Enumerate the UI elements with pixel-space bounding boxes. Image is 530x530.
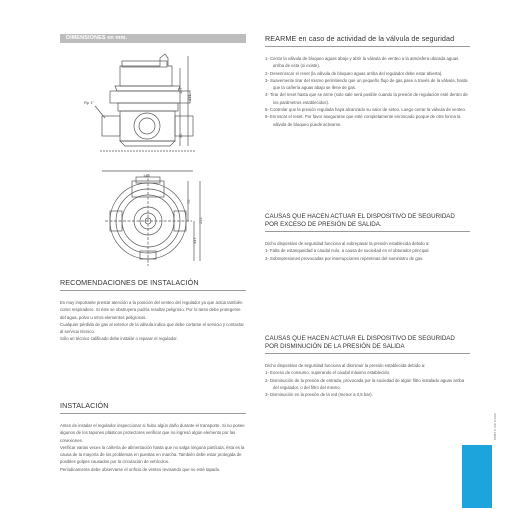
rearme-title: REARME en caso de actividad de la válvula de seguridad xyxy=(265,34,455,43)
exceso-list xyxy=(265,247,470,262)
rearme-section xyxy=(265,34,470,128)
disminucion-title-2: POR DISMINUCIÓN DE LA PRESIÓN DE SALIDA xyxy=(265,342,405,350)
dim-rp: Rp 1" xyxy=(84,100,94,105)
exceso-title-1: CAUSAS QUE HACEN ACTUAR EL DISPOSITIVO DE SEGURIDAD xyxy=(265,213,455,220)
instalacion-p1: Antes de instalar el regulador inspeccionar si hubo algún daño durante el transporte. Si no posee algunos de los tapones plásticos protectores verificar que no ingresó algún elemento por las conexiones. xyxy=(60,423,245,443)
list-item: 2- Disminución de la presión de entrada, provocada por la suciedad de algún filtro instalado aguas arriba del regulador, o del filtro del mismo. xyxy=(265,377,465,390)
regulator-drawing xyxy=(60,46,240,271)
dim-35: 35 xyxy=(178,133,183,138)
recomendaciones-p3: Sólo un técnico calificado debe instalar o reparar el regulador. xyxy=(60,336,178,342)
recomendaciones-p2: Cualquier pérdida de gas al exterior de la válvula indica que debe cortarse el servicio y contactar al servicio técnico. xyxy=(60,321,244,335)
dim-75: 75 xyxy=(186,199,191,204)
exceso-rule xyxy=(265,231,470,232)
list-item: 6- Enroscar el reset. Por favor asegurarse que esté completamente enroscado porque de otra forma la válvula de bloqueo puede activarse. xyxy=(265,114,461,127)
instalacion-title: INSTALACIÓN xyxy=(60,401,109,410)
accent-block xyxy=(462,445,492,508)
list-item: 4- Tirar del reset hasta que se arme (solo sale será posible cuando la presión de regulación esté dentro de los parámetros establecidos). xyxy=(265,92,468,105)
rearme-list xyxy=(265,55,470,128)
side-code-text: BRMS.A. 030 R 2008 xyxy=(493,413,497,440)
disminucion-list xyxy=(265,369,470,398)
list-item: 5- Controlar que la presión regulada haya alcanzado su valor de seteo. Luego cerrar la válvula de venteo. xyxy=(265,107,467,113)
exceso-intro: Dicho dispositivo de seguridad funciona al sobrepasar la presión establecida debido a: xyxy=(265,241,430,246)
list-item: 2- Sobrepresiones provocadas por interrupciones repentinas del suministro de gas. xyxy=(265,255,424,261)
dim-140: 140 xyxy=(143,173,150,178)
list-item: 3- Suavemente tirar del mismo permitiendo que un pequeño flujo de gas pase a través de la válvula, hasta que la cañería aguas abajo se llene de gas. xyxy=(265,77,468,91)
side-view xyxy=(95,54,195,171)
list-item: 1- Falta de estanqueidad a caudal nulo, a causa de suciedad en el obturador principal. xyxy=(265,248,430,254)
recomendaciones-p1: Es muy importante prestar atención a la posición del venteo del regulador ya que actúa también como respiradero. Si éste se obstruyera podría resultar peligroso. Por lo tanto debe protegerse del agua, polvo u otros elementos peligrosos. xyxy=(60,300,243,320)
instalacion-p3: Periódicamente debe observarse el orificio de venteo revisando que no esté tapado. xyxy=(60,466,221,472)
disminucion-intro: Dicho dispositivo de seguridad funciona al disminuir la presión establecida debido a: xyxy=(265,363,426,368)
dim-117: 117 xyxy=(178,87,183,94)
recomendaciones-section xyxy=(60,278,246,343)
disminucion-title-1: CAUSAS QUE HACEN ACTUAR EL DISPOSITIVO DE SEGURIDAD xyxy=(265,335,455,342)
dim-222: 222 xyxy=(198,217,203,224)
list-item: 1- Exceso de consumo, superando el caudal máximo establecido. xyxy=(265,370,391,376)
dim-171: 171 xyxy=(187,94,192,101)
recomendaciones-title: RECOMENDACIONES DE INSTALACIÓN xyxy=(60,278,199,287)
disminucion-rule xyxy=(265,353,470,354)
list-item: 1- Cerrar la válvula de bloqueo aguas abajo y abrir la válvula de venteo a la atmósfera ubicada aguas arriba de esta (si existe). xyxy=(265,56,459,69)
top-view xyxy=(105,174,200,266)
recomendaciones-rule xyxy=(60,290,246,291)
instalacion-rule xyxy=(60,413,246,414)
exceso-section xyxy=(265,213,470,262)
disminucion-section xyxy=(265,335,470,398)
side-code xyxy=(493,372,499,442)
list-item: 2- Desenroscar el reset (la válvula de bloqueo aguas arriba del regulador debe estar abierta). xyxy=(265,70,443,76)
dimensions-label: DIMENSIONES en mm. xyxy=(66,35,128,41)
dim-147: 147 xyxy=(192,237,197,244)
dimensions-header-bar xyxy=(60,34,246,43)
instalacion-p2: Verificar varias veces la cañería de alimentación hasta que no salga ninguna partícula, ésta es la causa de la mayoría de los problemas en puestas en marcha. También debe estar protegida de posibles golpes causados por la circulación de vehículos. xyxy=(60,444,245,465)
rearme-rule xyxy=(265,46,470,47)
instalacion-section xyxy=(60,401,246,473)
list-item: 3- Disminución en la presión de la red (menor a 0,5 bar). xyxy=(265,392,373,398)
exceso-title-2: POR EXCESO DE PRESIÓN DE SALIDA. xyxy=(265,220,382,228)
